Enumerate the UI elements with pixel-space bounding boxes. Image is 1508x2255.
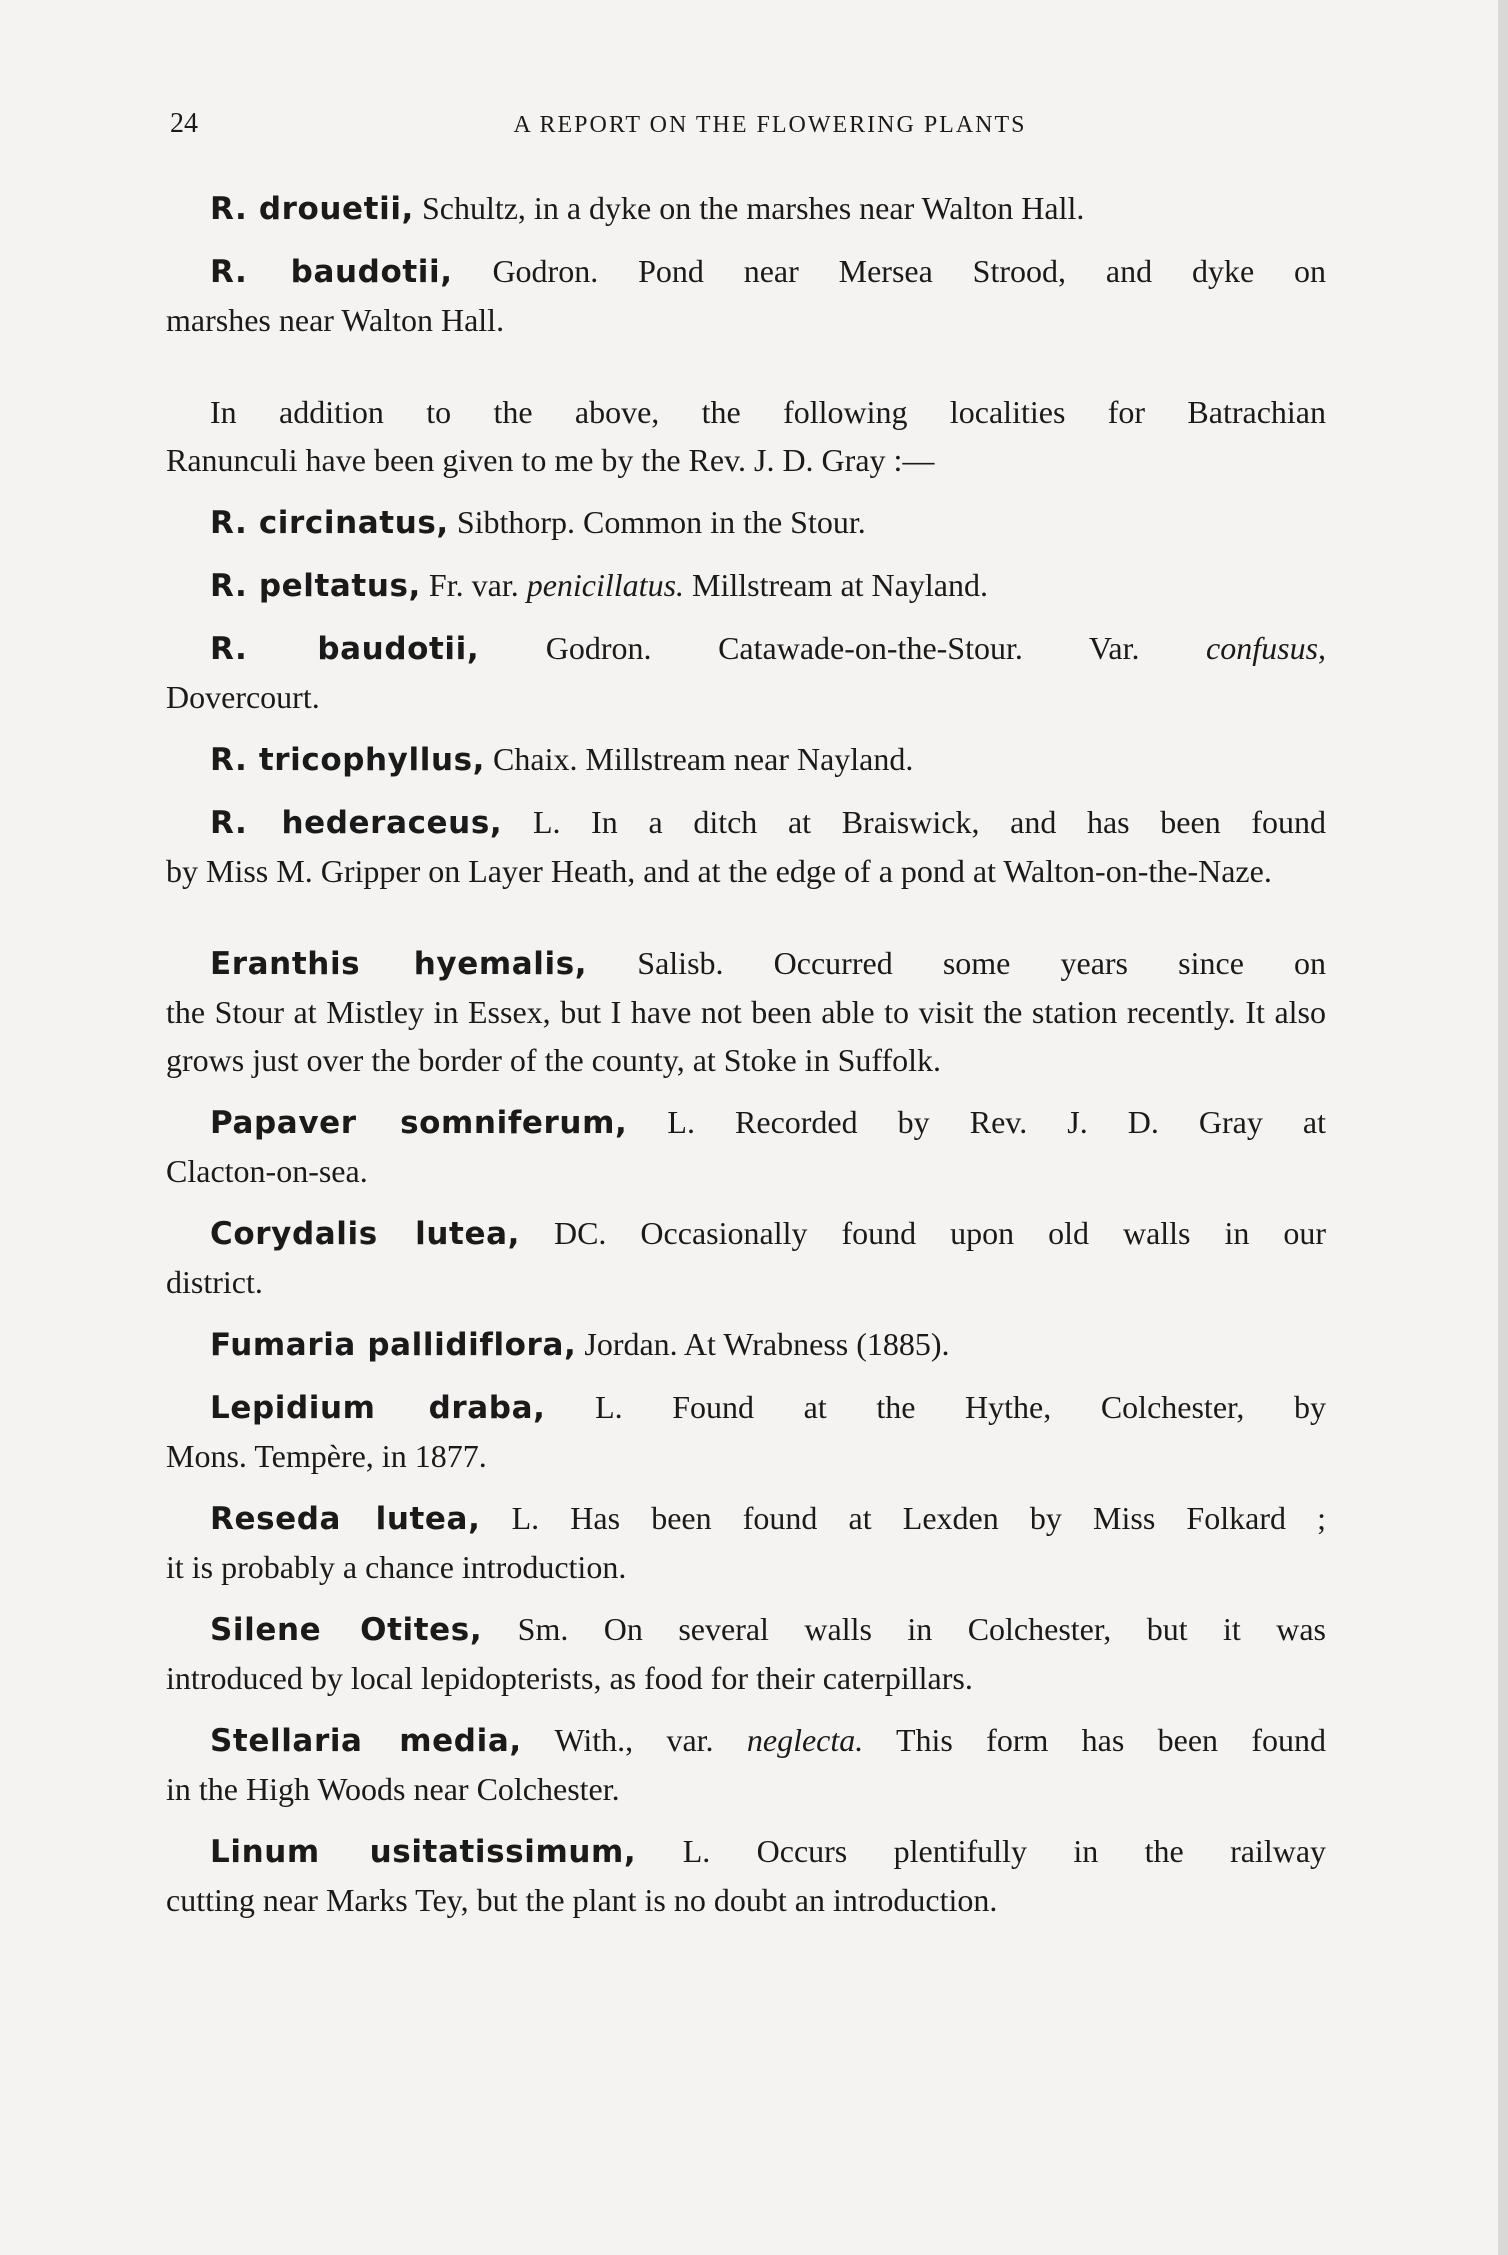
- entry-corydalis-lutea: [166, 1209, 1326, 1306]
- entry-fumaria-pallidiflora: [166, 1320, 1326, 1369]
- species-name: R. circinatus,: [210, 505, 449, 541]
- entry-continuation: cutting near Marks Tey, but the plant is no doubt an introduction.: [166, 1882, 998, 1918]
- entry-continuation: it is probably a chance introduction.: [166, 1549, 627, 1585]
- species-name: R. hederaceus,: [210, 805, 503, 841]
- page-header: [170, 108, 1330, 148]
- entry-text: Millstream near Nayland.: [577, 741, 914, 777]
- species-name: R. drouetii,: [210, 191, 414, 227]
- entry-stellaria-media: [166, 1716, 1326, 1813]
- species-name: Silene Otites,: [210, 1612, 483, 1648]
- entry-text: Occurs plentifully in the railway: [710, 1833, 1327, 1869]
- entry-continuation: marshes near Walton Hall.: [166, 302, 505, 338]
- entry-text: On several walls in Colchester, but it was: [568, 1611, 1327, 1647]
- entry-continuation: the Stour at Mistley in Essex, but I have not been able to visit the station recently. It also grows just over the border of the county, at Stoke in Suffolk.: [166, 994, 1326, 1078]
- species-name: Fumaria pallidiflora,: [210, 1327, 577, 1363]
- entry-continuation: by Miss M. Gripper on Layer Heath, and at the edge of a pond at Walton-on-the-Naze.: [166, 853, 1272, 889]
- entry-text: In a ditch at Braiswick, and has been found: [560, 804, 1327, 840]
- page-body: [166, 184, 1326, 1938]
- entry-first-line: [166, 939, 1326, 988]
- entry-papaver-somniferum: [166, 1098, 1326, 1195]
- entry-r-baudotii-2: [166, 624, 1326, 721]
- entry-first-line: [166, 1209, 1326, 1258]
- entry-continuation: Mons. Tempère, in 1877.: [166, 1438, 487, 1474]
- species-authority: Fr. var.: [420, 567, 527, 603]
- species-authority: L.: [502, 804, 561, 840]
- entry-text: Common in the Stour.: [575, 504, 866, 540]
- species-authority: DC.: [519, 1215, 607, 1251]
- entry-text: Recorded by Rev. J. D. Gray at: [694, 1104, 1326, 1140]
- entry-first-line: [166, 1098, 1326, 1147]
- intro-paragraph: [166, 388, 1326, 484]
- entry-text: This form has been found: [863, 1722, 1327, 1758]
- entry-first-line: [166, 1320, 1326, 1369]
- species-authority: Sm.: [482, 1611, 569, 1647]
- species-authority: Salisb.: [587, 945, 724, 981]
- variety-name: penicillatus.: [526, 567, 685, 603]
- species-authority: Sibthorp.: [448, 504, 576, 540]
- entry-text: Occurred some years since on: [723, 945, 1327, 981]
- entry-first-line: [166, 1827, 1326, 1876]
- entry-continuation: Dovercourt.: [166, 679, 320, 715]
- entry-r-circinatus: [166, 498, 1326, 547]
- entry-first-line: [166, 498, 1326, 547]
- entry-first-line: [166, 798, 1326, 847]
- entry-r-tricophyllus: [166, 735, 1326, 784]
- species-authority: Chaix.: [485, 741, 578, 777]
- species-authority: Godron.: [479, 630, 652, 666]
- species-name: R. baudotii,: [210, 631, 480, 667]
- species-authority: L.: [545, 1389, 623, 1425]
- entry-text: Catawade-on-the-Stour. Var.: [651, 630, 1207, 666]
- species-authority: L.: [627, 1104, 695, 1140]
- entry-first-line: [166, 561, 1326, 610]
- entry-first-line: [166, 1605, 1326, 1654]
- species-name: R. baudotii,: [210, 254, 453, 290]
- species-name: Corydalis lutea,: [210, 1216, 520, 1252]
- species-authority: Schultz, in a dyke on the marshes near Walton Hall.: [413, 190, 1085, 226]
- entry-text: At Wrabness (1885).: [677, 1326, 950, 1362]
- entry-continuation: introduced by local lepidopterists, as food for their caterpillars.: [166, 1660, 973, 1696]
- entry-first-line: [166, 1716, 1326, 1765]
- entry-r-hederaceus: [166, 798, 1326, 895]
- species-authority: L.: [480, 1500, 540, 1536]
- species-name: Reseda lutea,: [210, 1501, 481, 1537]
- species-authority: L.: [636, 1833, 711, 1869]
- variety-name: neglecta.: [746, 1722, 864, 1758]
- species-name: Papaver somniferum,: [210, 1105, 628, 1141]
- entry-first-line: [166, 184, 1326, 233]
- entry-continuation: district.: [166, 1264, 263, 1300]
- variety-name: confusus,: [1206, 630, 1327, 666]
- entry-continuation: in the High Woods near Colchester.: [166, 1771, 620, 1807]
- entry-first-line: [166, 1494, 1326, 1543]
- species-name: Eranthis hyemalis,: [210, 946, 588, 982]
- species-authority: Jordan.: [576, 1326, 678, 1362]
- running-title: A REPORT ON THE FLOWERING PLANTS: [513, 112, 1027, 138]
- entry-r-drouetii: [166, 184, 1326, 233]
- entry-text: Found at the Hythe, Colchester, by: [622, 1389, 1327, 1425]
- species-authority: With., var.: [521, 1722, 747, 1758]
- entry-linum-usitatissimum: [166, 1827, 1326, 1924]
- entry-text: Has been found at Lexden by Miss Folkard ;: [539, 1500, 1327, 1536]
- intro-line-1: In addition to the above, the following localities for Batrachian: [210, 394, 1326, 430]
- entry-first-line: [166, 624, 1326, 673]
- entry-reseda-lutea: [166, 1494, 1326, 1591]
- entry-first-line: [166, 1383, 1326, 1432]
- entry-r-peltatus: [166, 561, 1326, 610]
- entry-r-baudotii-1: [166, 247, 1326, 344]
- species-authority: Godron.: [452, 253, 599, 289]
- entry-text: Pond near Mersea Strood, and dyke on: [598, 253, 1327, 289]
- species-name: R. peltatus,: [210, 568, 421, 604]
- entry-first-line: [166, 735, 1326, 784]
- entry-text: Occasionally found upon old walls in our: [606, 1215, 1327, 1251]
- page-number: 24: [170, 108, 198, 139]
- species-name: Lepidium draba,: [210, 1390, 546, 1426]
- entry-first-line: [166, 247, 1326, 296]
- entry-lepidium-draba: [166, 1383, 1326, 1480]
- species-name: R. tricophyllus,: [210, 742, 486, 778]
- intro-line-2: Ranunculi have been given to me by the Rev. J. D. Gray :—: [166, 442, 935, 478]
- entry-silene-otites: [166, 1605, 1326, 1702]
- entry-eranthis-hyemalis: [166, 939, 1326, 1084]
- species-name: Stellaria media,: [210, 1723, 522, 1759]
- species-name: Linum usitatissimum,: [210, 1834, 637, 1870]
- page-edge: [1498, 0, 1508, 2255]
- entry-continuation: Clacton-on-sea.: [166, 1153, 368, 1189]
- entry-text: Millstream at Nayland.: [684, 567, 988, 603]
